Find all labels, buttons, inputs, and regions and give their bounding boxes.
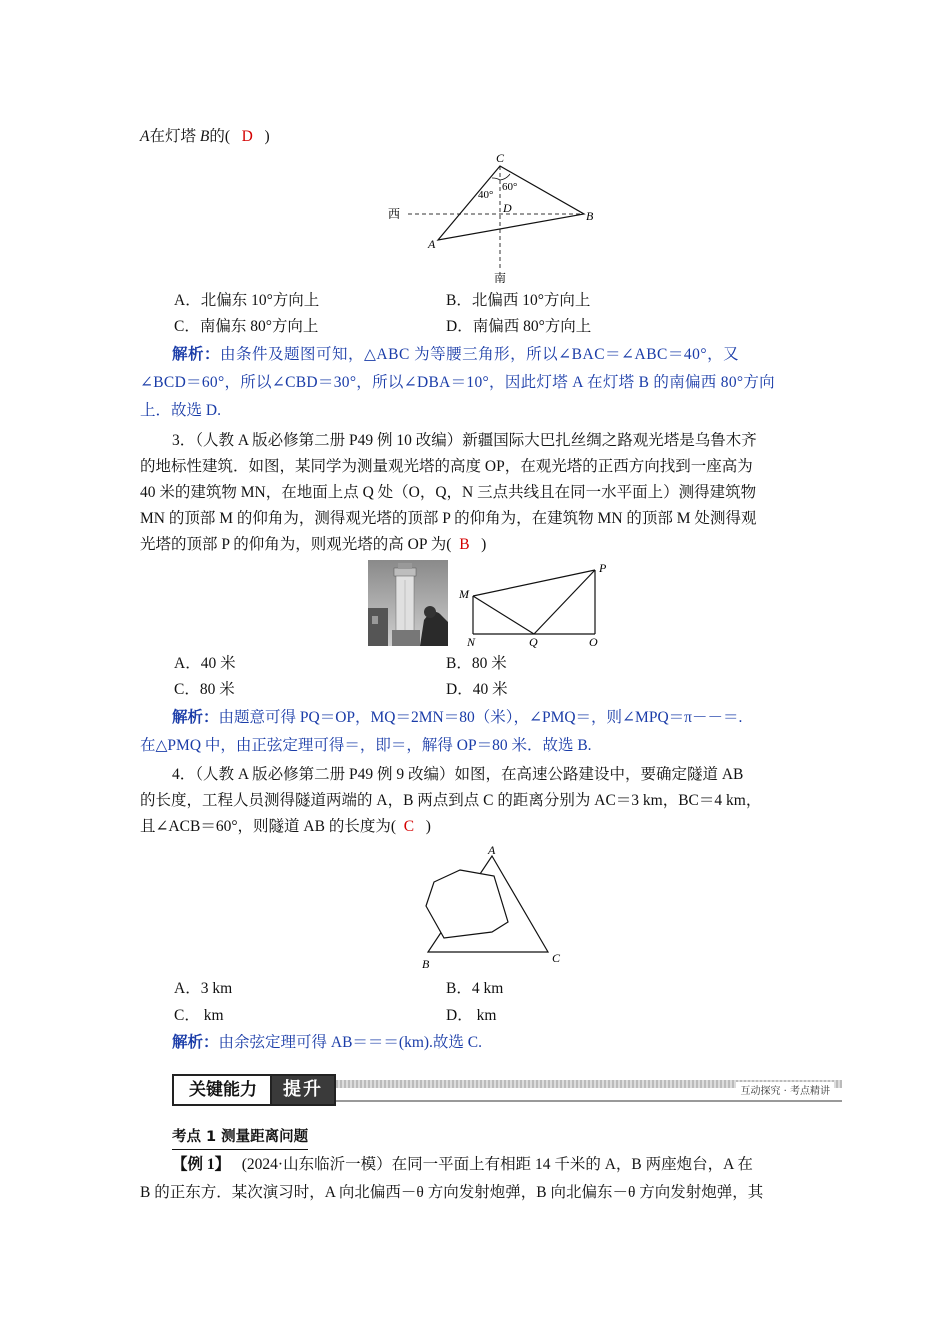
q2-option-d[interactable]: D．南偏西 80°方向上	[446, 318, 592, 335]
q4-option-a[interactable]: A．3 km	[174, 980, 233, 997]
q3-option-d[interactable]: D．40 米	[446, 681, 508, 698]
q4-label-C: C	[552, 951, 561, 965]
example1-line1: 【例 1】 (2024·山东临沂一模）在同一平面上有相距 14 千米的 A，B 两座炮台，A 在	[172, 1156, 753, 1173]
q2-figure	[380, 148, 620, 288]
q3-figure	[455, 558, 615, 650]
q4-option-c[interactable]: C． km	[174, 1007, 224, 1024]
q3-stem-line1: 3．（人教 A 版必修第二册 P49 例 10 改编）新疆国际大巴扎丝绸之路观光塔是乌鲁木齐	[172, 432, 757, 449]
section-rule-bottom	[336, 1100, 842, 1102]
q3-stem-line3: 40 米的建筑物 MN，在地面上点 Q 处（O，Q，N 三点共线且在同一水平面上）测得建筑物	[140, 484, 757, 501]
q3-label-O: O	[589, 635, 598, 649]
q2-angle-60: 60°	[502, 181, 518, 193]
q4-stem-line3: 且∠ACB＝60°，则隧道 AB 的长度为( C )	[140, 818, 431, 835]
q3-analysis-line1: 解析：由题意可得 PQ＝OP，MQ＝2MN＝80（米），∠PMQ＝，则∠MPQ＝π－－＝.	[172, 709, 743, 726]
q2-label-west: 西	[388, 207, 401, 221]
q4-label-A: A	[488, 843, 496, 857]
q2-angle-40: 40°	[478, 189, 494, 201]
example1-line2: B 的正东方．某次演习时，A 向北偏西－θ 方向发射炮弹，B 向北偏东－θ 方向发射炮弹，其	[140, 1184, 764, 1201]
q2-analysis-line2: ∠BCD＝60°，所以∠CBD＝30°，所以∠DBA＝10°，因此灯塔 A 在灯塔 B 的南偏西 80°方向	[140, 374, 775, 391]
q3-label-M: M	[459, 587, 469, 601]
q2-label-A: A	[428, 237, 436, 251]
q3-option-c[interactable]: C．80 米	[174, 681, 235, 698]
q4-stem-line2: 的长度，工程人员测得隧道两端的 A，B 两点到点 C 的距离分别为 AC＝3 km，BC＝4 km，	[140, 792, 762, 809]
q2-analysis-line1: 解析：由条件及题图可知，△ABC 为等腰三角形，所以∠BAC＝∠ABC＝40°，又	[172, 346, 740, 363]
q2-stem: A在灯塔 B的( D )	[140, 128, 270, 145]
q4-option-d[interactable]: D． km	[446, 1007, 497, 1024]
section-banner	[172, 1072, 842, 1106]
q2-analysis-line3: 上．故选 D.	[140, 402, 221, 419]
q3-stem-line5: 光塔的顶部 P 的仰角为，则观光塔的高 OP 为( B )	[140, 536, 487, 553]
q2-option-c[interactable]: C．南偏东 80°方向上	[174, 318, 319, 335]
q2-option-b[interactable]: B．北偏西 10°方向上	[446, 292, 591, 309]
q4-analysis-line1: 解析：由余弦定理可得 AB＝＝＝(km).故选 C.	[172, 1034, 483, 1051]
q3-label-P: P	[599, 561, 607, 575]
q3-analysis-line2: 在△PMQ 中，由正弦定理可得＝，即＝，解得 OP＝80 米．故选 B.	[140, 737, 592, 754]
section-tag: 提升	[270, 1074, 336, 1106]
tower-photo	[368, 560, 448, 646]
topic-title: 考点 1 测量距离问题	[172, 1125, 308, 1150]
q3-option-b[interactable]: B．80 米	[446, 655, 507, 672]
q4-answer: C	[403, 818, 415, 835]
q2-label-B: B	[586, 209, 594, 223]
section-title: 关键能力	[172, 1074, 274, 1106]
q4-label-B: B	[422, 957, 430, 971]
q4-option-b[interactable]: B．4 km	[446, 980, 504, 997]
section-subtitle: 互动探究 · 考点精讲	[736, 1082, 834, 1097]
q3-stem-line2: 的地标性建筑．如图，某同学为测量观光塔的高度 OP，在观光塔的正西方向找到一座高为	[140, 458, 753, 475]
q2-option-a[interactable]: A．北偏东 10°方向上	[174, 292, 320, 309]
q3-stem-line4: MN 的顶部 M 的仰角为，测得观光塔的顶部 P 的仰角为，在建筑物 MN 的顶部 M 处测得观	[140, 510, 757, 527]
q3-label-Q: Q	[529, 635, 538, 649]
q3-label-N: N	[467, 635, 476, 649]
q4-figure	[410, 842, 570, 974]
q3-answer: B	[459, 536, 470, 553]
q4-stem-line1: 4．（人教 A 版必修第二册 P49 例 9 改编）如图，在高速公路建设中，要确定隧道 AB	[172, 766, 744, 783]
tower-image	[368, 560, 448, 646]
q2-label-C: C	[496, 151, 505, 165]
q2-label-D: D	[503, 201, 512, 215]
q3-option-a[interactable]: A．40 米	[174, 655, 236, 672]
q2-label-south: 南	[494, 271, 507, 285]
q2-answer: D	[241, 128, 253, 145]
